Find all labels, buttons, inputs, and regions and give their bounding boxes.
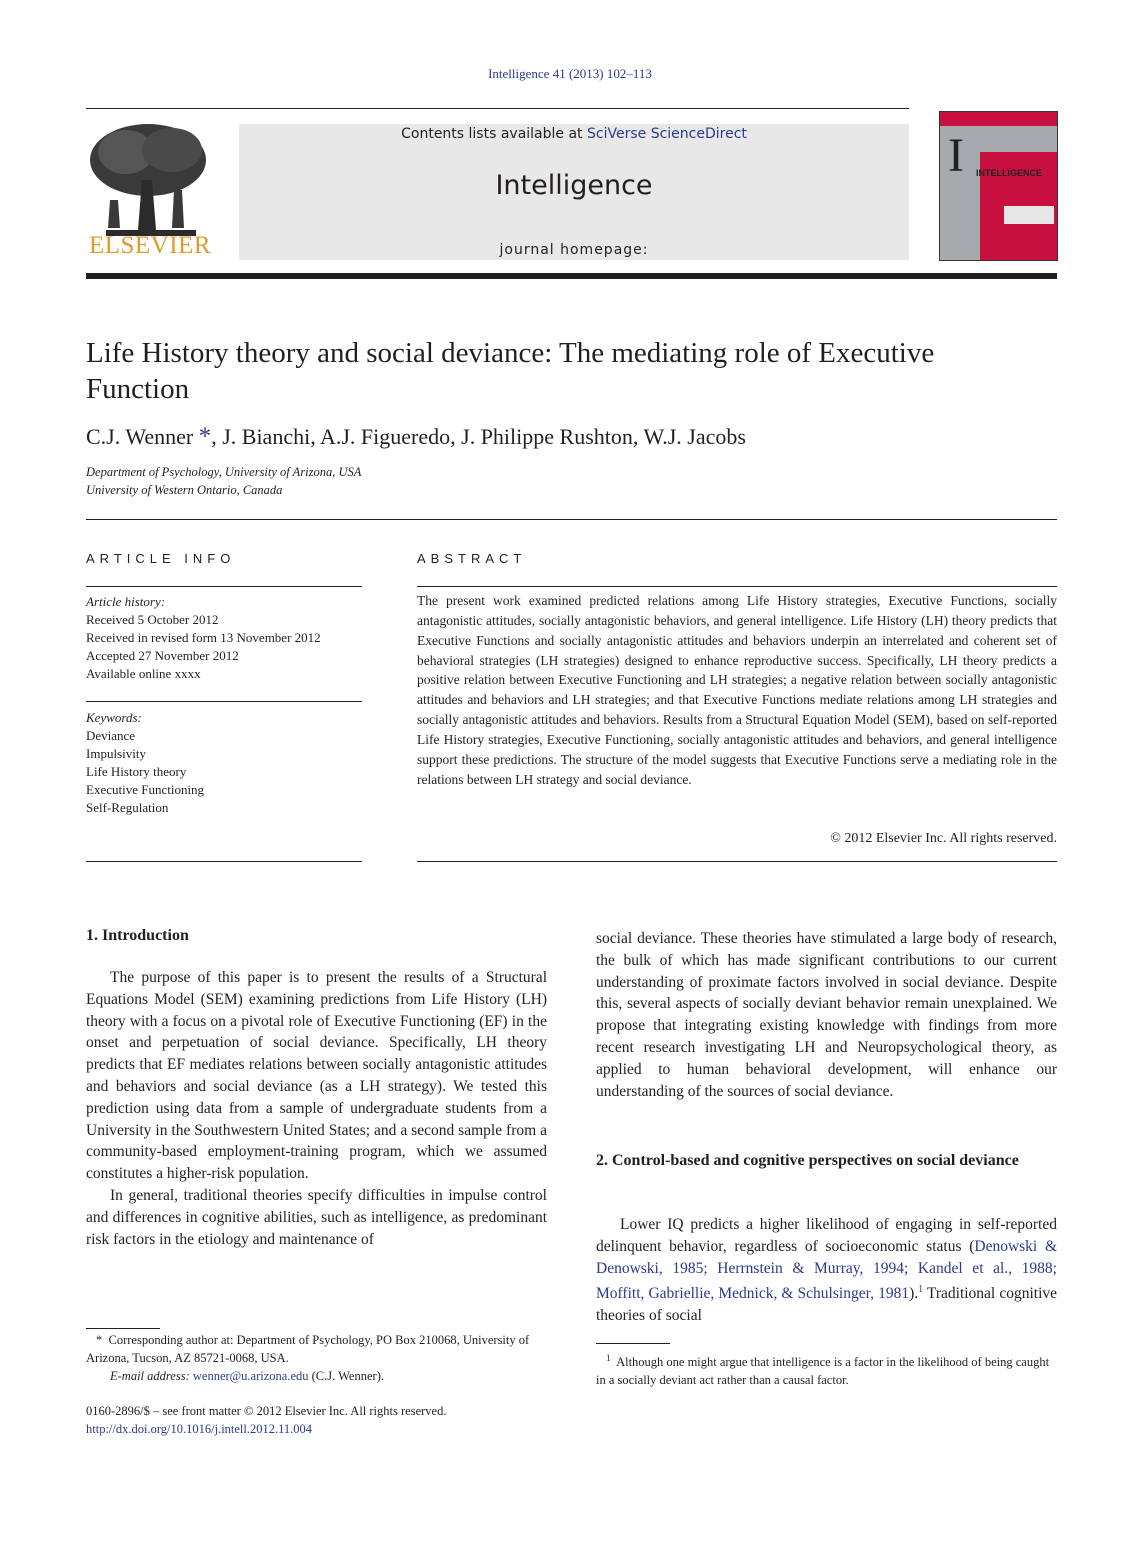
section-1-heading: 1. Introduction bbox=[86, 927, 189, 944]
abstract-heading: ABSTRACT bbox=[417, 551, 527, 566]
keyword-item: Life History theory bbox=[86, 764, 187, 779]
right-column-top bbox=[596, 928, 1057, 1102]
affiliation-2: University of Western Ontario, Canada bbox=[86, 483, 283, 497]
section-2-paragraph: Lower IQ predicts a higher likelihood of engaging in self-reported delinquent behavior, regardless of socioeconomic status (Denowski & Denowski, 1985; Herrnstein & Murray, 1994; Kandel et al., 1988; Moffitt, Gabriellie, Mednick, & Schulsinger, 1981).$^1$ Traditional cognitive theories of social bbox=[596, 1216, 1057, 1325]
journal-name: Intelligence bbox=[495, 170, 653, 201]
article-info-heading: ARTICLE INFO bbox=[86, 551, 236, 566]
history-received: Received 5 October 2012 bbox=[86, 612, 219, 627]
abstract-copyright: © 2012 Elsevier Inc. All rights reserved. bbox=[830, 831, 1057, 846]
footnote-rule-right bbox=[596, 1343, 670, 1344]
left-column bbox=[86, 967, 547, 1250]
author-list bbox=[86, 423, 1066, 451]
keyword-item: Executive Functioning bbox=[86, 782, 205, 797]
section-2-heading: 2. Control-based and cognitive perspectives on social deviance bbox=[596, 1152, 1019, 1169]
cover-initial: I bbox=[948, 129, 964, 182]
history-revised: Received in revised form 13 November 2012 bbox=[86, 630, 321, 645]
right-paragraph-1: social deviance. These theories have stimulated a large body of research, the bulk of which has made significant contributions to our current understanding of proximate factors involved in social deviance. Despite this, several aspects of socially deviant behavior remain unexplained. We propose that integrating existing knowledge with findings from more recent research investigating LH and Neuropsychological theory, as applied to human behavioral development, will enhance our understanding of the sources of social deviance. bbox=[596, 930, 1057, 1100]
author-first: C.J. Wenner bbox=[86, 424, 194, 449]
keyword-item: Deviance bbox=[86, 728, 136, 743]
doi-link[interactable]: http://dx.doi.org/10.1016/j.intell.2012.11.004 bbox=[86, 1422, 313, 1436]
publisher-name: ELSEVIER bbox=[88, 232, 212, 259]
keyword-item: Self-Regulation bbox=[86, 800, 169, 815]
right-column-bottom bbox=[596, 1214, 1057, 1327]
elsevier-logo bbox=[86, 120, 214, 262]
journal-cover-image bbox=[939, 111, 1058, 261]
cover-title: INTELLIGENCE bbox=[976, 168, 1043, 178]
journal-citation[interactable]: Intelligence 41 (2013) 102–113 bbox=[488, 66, 652, 81]
email-footnote: E-mail address: wenner@u.arizona.edu (C.J. Wenner). bbox=[110, 1369, 384, 1383]
header-thick-rule bbox=[86, 273, 1057, 279]
intro-paragraph-2: In general, traditional theories specify difficulties in impulse control and differences in cognitive abilities, such as intelligence, as predominant risk factors in the etiology and maintenance of bbox=[86, 1186, 547, 1248]
author-email-link[interactable]: wenner@u.arizona.edu bbox=[192, 1369, 309, 1383]
keywords bbox=[86, 709, 362, 817]
abstract-text: The present work examined predicted relations among Life History strategies, Executive Functions, socially antagonistic attitudes, socially antagonistic behaviors, and general intelligence. Life History (LH) theory predicts that Executive Functions and socially antagonistic attitudes and behaviors underpin an interrelated and coherent set of behavioral strategies (LH strategies) designed to enhance reproductive success. Specifically, LH theory predicts a positive relation between Executive Functioning and LH strategies; a negative relation between socially antagonistic attitudes and behaviors and LH strategies; and that Executive Functions mediate relations among LH strategies and socially antagonistic attitudes and behaviors. Results from a Structural Equation Model (SEM), based on self-reported Life History strategies, Executive Functioning, socially antagonistic attitudes and behaviors, and general intelligence support these predictions. The structure of the model suggests that Executive Functions serve a mediating role in the relations between LH strategy and social deviance. bbox=[417, 593, 1057, 787]
history-label: Article history: bbox=[86, 594, 166, 609]
issn-line: 0160-2896/$ – see front matter © 2012 Elsevier Inc. All rights reserved. bbox=[86, 1404, 447, 1418]
history-accepted: Accepted 27 November 2012 bbox=[86, 648, 239, 663]
contents-line bbox=[239, 126, 909, 142]
footnote-1-mark[interactable]: 1 bbox=[918, 1284, 924, 1296]
corresponding-footnote: * Corresponding author at: Department of Psychology, PO Box 210068, University of Arizona, Tucson, AZ 85721-0068, USA. bbox=[86, 1333, 530, 1365]
corresponding-mark[interactable]: * bbox=[198, 423, 212, 450]
article-title: Life History theory and social deviance: The mediating role of Executive Function bbox=[86, 337, 935, 405]
title-rule bbox=[86, 519, 1057, 520]
affiliation-1: Department of Psychology, University of Arizona, USA bbox=[86, 465, 362, 479]
article-history bbox=[86, 593, 362, 683]
cover-top-band bbox=[940, 112, 1057, 126]
contents-prefix: Contents lists available at bbox=[401, 126, 587, 142]
reference-links[interactable]: Denowski & Denowski, 1985; Herrnstein & Murray, 1994; Kandel et al., 1988; Moffitt, Gabriellie, Mednick, & Schulsinger, 1981 bbox=[596, 1237, 1057, 1303]
footnote-rule-left bbox=[86, 1328, 160, 1329]
keyword-item: Impulsivity bbox=[86, 746, 146, 761]
sciencedirect-link[interactable]: SciVerse ScienceDirect bbox=[587, 126, 747, 142]
journal-banner bbox=[239, 124, 909, 260]
header-rule bbox=[86, 108, 909, 109]
keywords-label: Keywords: bbox=[86, 710, 142, 725]
journal-homepage[interactable]: journal homepage: bbox=[499, 242, 649, 258]
history-online: Available online xxxx bbox=[86, 666, 201, 681]
footnote-1: $^1$ Although one might argue that intelligence is a factor in the likelihood of being caught in a socially deviant act rather than a causal factor. bbox=[596, 1353, 1050, 1388]
author-rest: , J. Bianchi, A.J. Figueredo, J. Philippe Rushton, W.J. Jacobs bbox=[211, 424, 746, 449]
intro-paragraph-1: The purpose of this paper is to present the results of a Structural Equations Model (SEM) examining predictions from Life History (LH) theory with a focus on a pivotal role of Executive Functioning (EF) in the onset and perpetuation of social deviance. Specifically, LH theory predicts that EF mediates relations between socially antagonistic attitudes and behaviors and social deviance (as a LH strategy). We tested this prediction using data from a sample of undergraduate students from a University in the Southwestern United States; and a second sample from a community-based employment-training program, which we assumed constitutes a higher-risk population. bbox=[86, 969, 547, 1183]
